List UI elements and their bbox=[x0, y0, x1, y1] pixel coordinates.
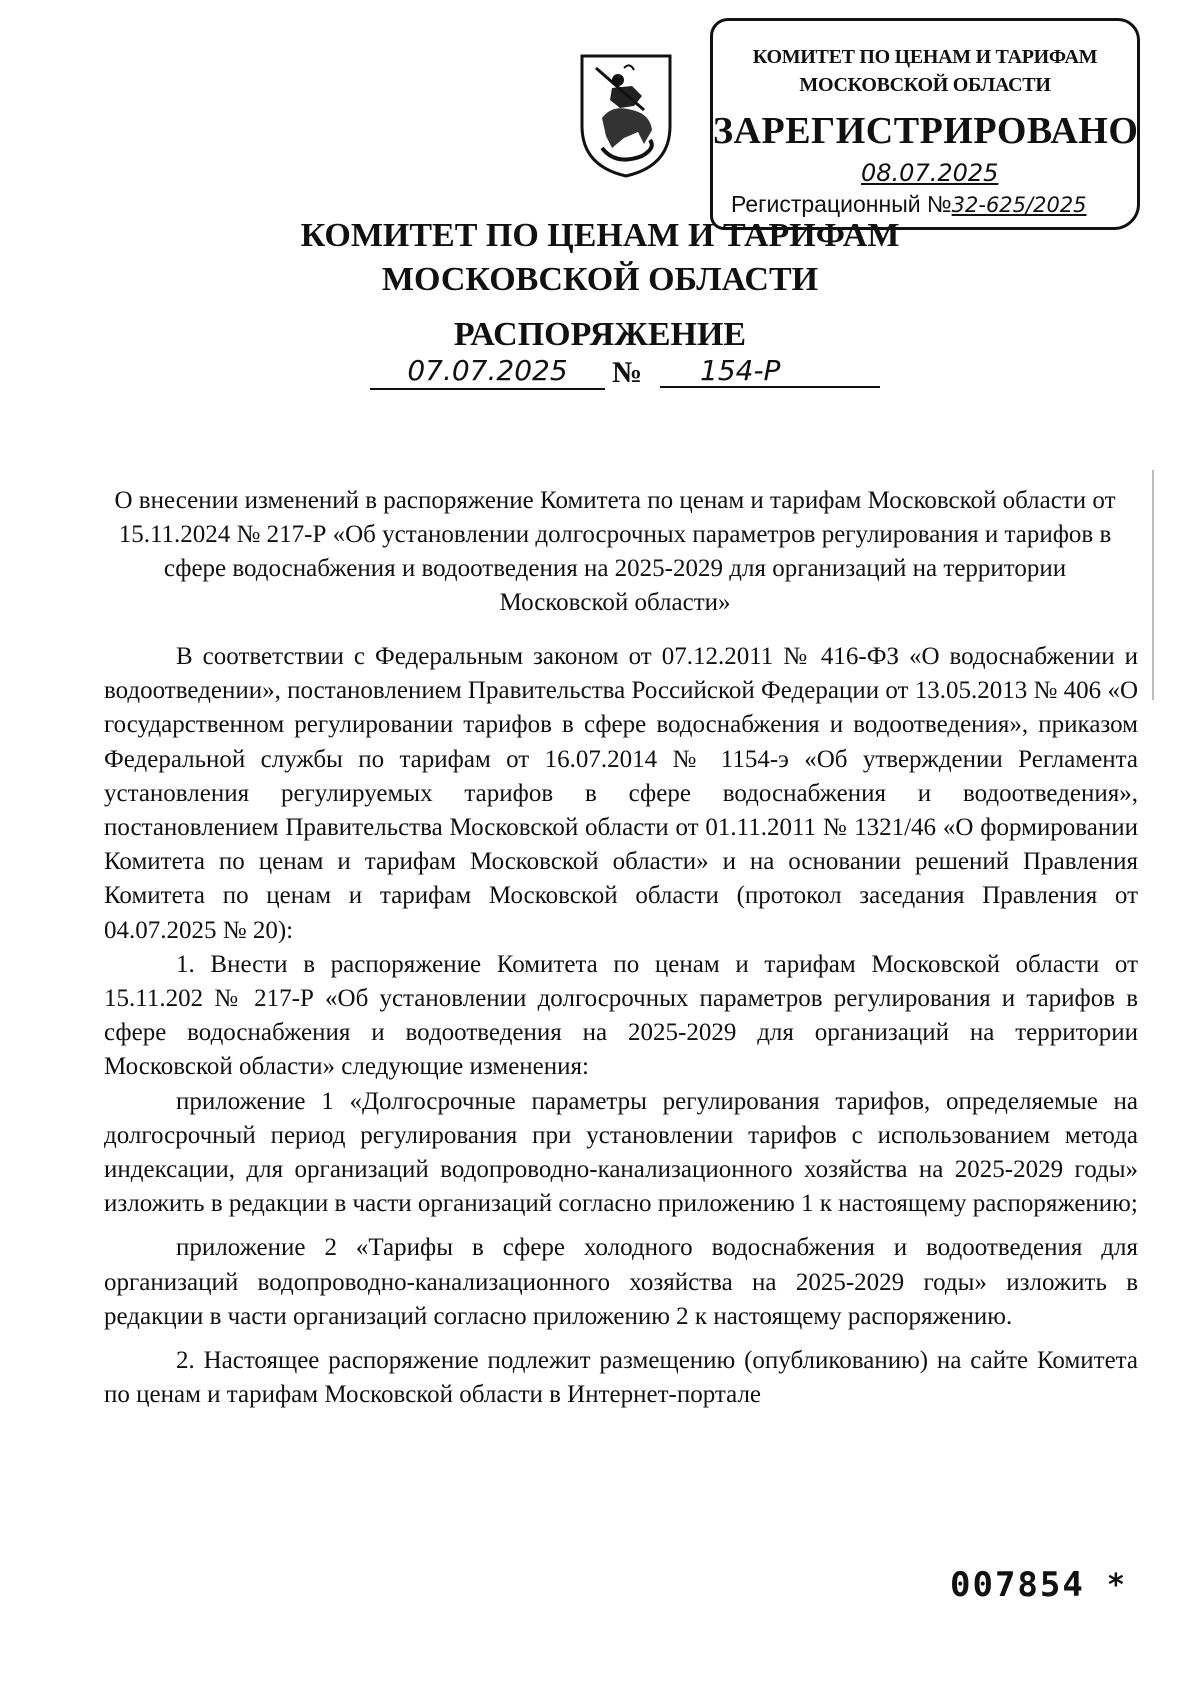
serial-star-mark: * bbox=[1108, 1568, 1124, 1603]
document-body bbox=[104, 640, 1138, 1412]
paragraph-item-1: 1. Внести в распоряжение Комитета по ценам и тарифам Московской области от 15.11.202 № 217-Р «Об установлении долгосрочных параметров регулирования и тарифов в сфере водоснабжения и водоотведения на 2025-2029 для организаций на территории Московской области» следующие изменения: bbox=[104, 950, 1138, 1081]
coat-of-arms-icon bbox=[572, 48, 680, 180]
document-number-label: № bbox=[612, 356, 643, 389]
document-date: 07.07.2025 bbox=[370, 354, 605, 390]
organization-title bbox=[200, 214, 1000, 302]
paragraph-item-2: 2. Настоящее распоряжение подлежит размещению (опубликованию) на сайте Комитета по ценам и тарифам Московской области в Интернет-портале bbox=[104, 1347, 1138, 1409]
paragraph-appendix-1: приложение 1 «Долгосрочные параметры регулирования тарифов, определяемые на долгосрочный период регулирования при установлении тарифов с использованием метода индексации, для организаций водопроводно-канализационного хозяйства на 2025-2029 годы» изложить в редакции в части организаций согласно приложению 1 к настоящему распоряжению; bbox=[104, 1087, 1138, 1218]
document-number: 154-Р bbox=[660, 354, 880, 388]
stamp-org-line1: КОМИТЕТ ПО ЦЕНАМ И ТАРИФАМ bbox=[752, 46, 1098, 68]
document-type: РАСПОРЯЖЕНИЕ bbox=[453, 316, 747, 353]
org-title-line1: КОМИТЕТ ПО ЦЕНАМ И ТАРИФАМ bbox=[300, 217, 900, 254]
stamp-date: 08.07.2025 bbox=[861, 159, 999, 187]
stamp-status: ЗАРЕГИСТРИРОВАНО bbox=[713, 110, 1139, 152]
stamp-org-line2: МОСКОВСКОЙ ОБЛАСТИ bbox=[799, 74, 1051, 96]
registration-stamp bbox=[710, 18, 1140, 230]
stamp-organization bbox=[713, 43, 1137, 99]
org-title-line2: МОСКОВСКОЙ ОБЛАСТИ bbox=[381, 261, 819, 298]
stamp-reg-value: 32-625/2025 bbox=[951, 193, 1087, 217]
scan-edge-mark bbox=[1152, 470, 1154, 700]
stamp-reg-label: Регистрационный № bbox=[731, 191, 952, 217]
serial-number: 007854 bbox=[950, 1565, 1085, 1605]
paragraph-preamble: В соответствии с Федеральным законом от 07.12.2011 № 416-ФЗ «О водоснабжении и водоотведении», постановлением Правительства Российской Федерации от 13.05.2013 № 406 «О государственном регулировании тарифов в сфере водоснабжения и водоотведения», приказом Федеральной службы по тарифам от 16.07.2014 № 1154-э «Об утверждении Регламента установления регулируемых тарифов в сфере водоснабжения и водоотведения», постановлением Правительства Московской области от 01.11.2011 № 1321/46 «О формировании Комитета по ценам и тарифам Московской области» и на основании решений Правления Комитета по ценам и тарифам Московской области (протокол заседания Правления от 04.07.2025 № 20): bbox=[104, 643, 1138, 944]
document-subject: О внесении изменений в распоряжение Комитета по ценам и тарифам Московской области от 15.11.2024 № 217-Р «Об установлении долгосрочных параметров регулирования и тарифов в сфере водоснабжения и водоотведения на 2025-2029 для организаций на территории Московской области» bbox=[114, 487, 1116, 616]
paragraph-appendix-2: приложение 2 «Тарифы в сфере холодного водоснабжения и водоотведения для организаций водопроводно-канализационного хозяйства на 2025-2029 годы» изложить в редакции в части организаций согласно приложению 2 к настоящему распоряжению. bbox=[104, 1234, 1138, 1330]
